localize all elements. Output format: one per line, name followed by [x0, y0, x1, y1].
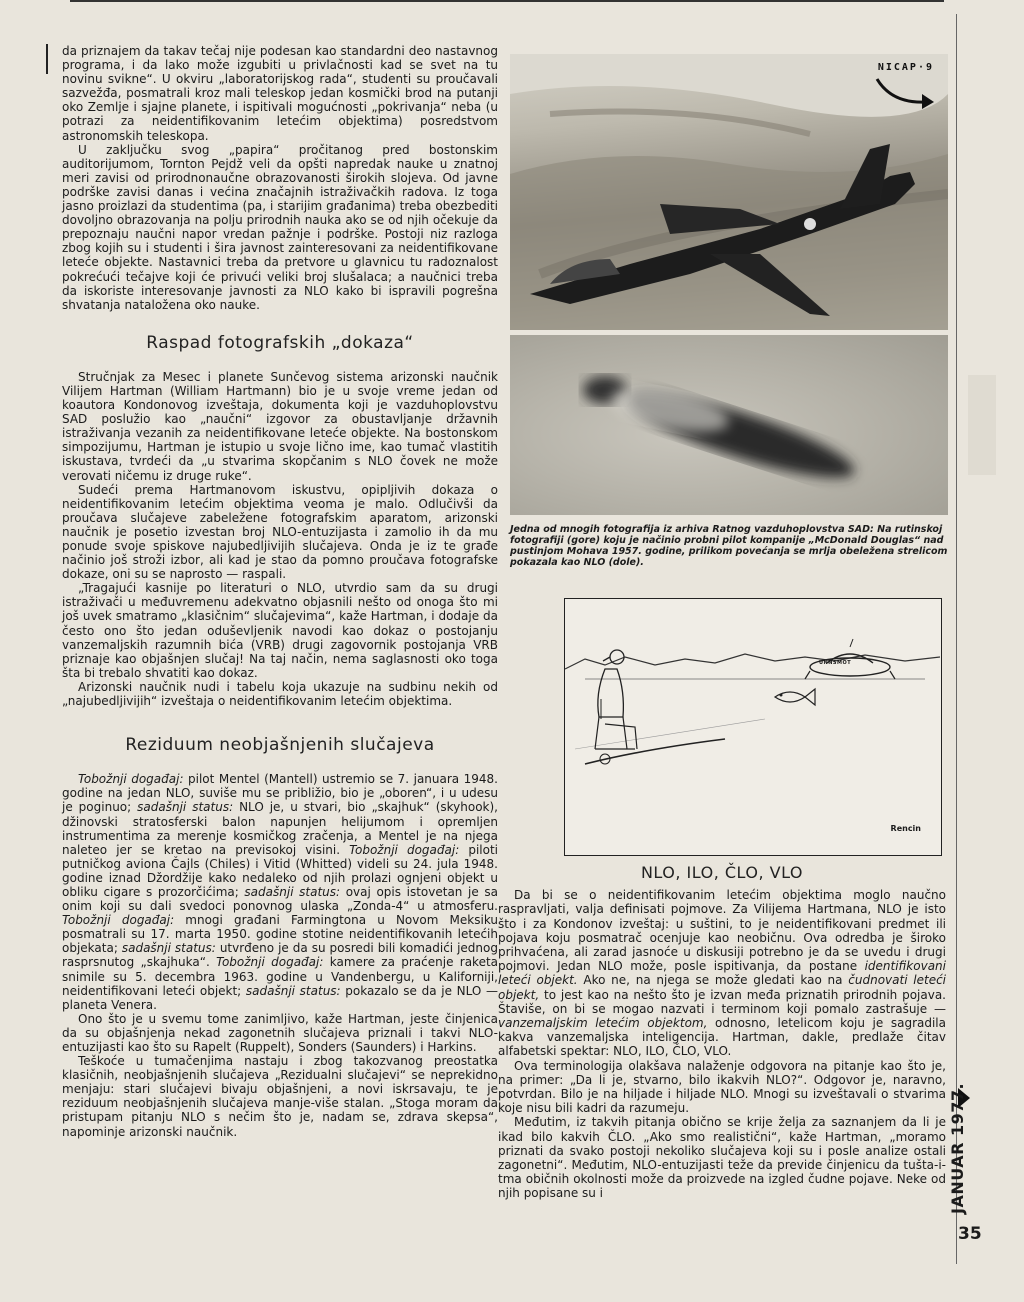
case-text: mnogi građani Farmingtona u Novom Meksiku posmatrali su 17. marta 1950. godine stotine neidentifikovanih letećih objekata;	[62, 913, 499, 956]
jet-photo	[510, 54, 948, 330]
term-emphasis: identifikovani leteći objekt.	[498, 959, 946, 988]
term-emphasis: vanzemaljskim letećim objektom,	[498, 1016, 708, 1031]
cartoon-drawing	[565, 599, 940, 854]
photo-caption: Jedna od mnogih fotografija iz arhiva Ratnog vazduhoplovstva SAD: Na rutinskoj fotografiji (gore) koju je načinio probni pilot kompanije „McDonald Douglas“ nad pustinjom Mohava 1957. godine, prilikom povećanja se mrlja obeležena strelicom pokazala kao NLO (dole).	[510, 524, 948, 568]
body-paragraph: Ova terminologija olakšava nalaženje odgovora na pitanje kao što je, na primer: „Da li je, stvarno, bilo ikakvih NLO?“. Odgovor je, naravno, potvrdan. Bilo je na hiljade i hiljade NLO. Mnogi su izveštavali o stvarima koje nisu bili kadri da razumeju.	[498, 1058, 946, 1116]
cartoon-illustration	[564, 598, 942, 856]
body-paragraph: „Tragajući kasnije po literaturi o NLO, utvrdio sam da su drugi istraživači u međuvremenu adekvatno objasnili nešto od onoga što mi još uvek smatramo „klasičnim“ slučajevima“, kaže Hartman, i dodaje da često ono što jedan oduševljenik navodi kao dokaz o postojanju vanzemaljskih razumnih bića (VRB) drugi zagovornik postojanja VRB priznaje kao objašnjen slučaj! Na taj način, nema saglasnosti oko toga šta bi trebalo shvatiti kao dokaz.	[62, 581, 498, 680]
intro-paragraph: da priznajem da takav tečaj nije podesan kao standardni deo nastavnog programa, i da lako može izgubiti u privlačnosti kad se svet na tu novinu svikne“. U okviru „laboratorijskog rada“, studenti su proučavali sazvežđa, posmatrali kroz mali teleskop jedan kosmički brod na putanji oko Zemlje i sjajne planete, i ispitivali mogućnosti „pokrivanja“ neba (u potrazi za neidentifikovanim letećim objektima) posredstvom astronomskih teleskopa.	[62, 44, 498, 143]
status-label: sadašnji status:	[244, 884, 341, 899]
right-column	[498, 863, 947, 1201]
arrow-marker-icon	[872, 74, 942, 114]
case-label: Tobožnji događaj:	[78, 772, 184, 787]
section-heading-residuum: Reziduum neobjašnjenih slučajeva	[125, 735, 435, 756]
text-run: odnosno, letelicom koju je sagradila kakva vanzemaljska inteligencija. Hartman, dakle, predlaže čitav alfabetski spektar: NLO, ILO, ČLO, VLO.	[498, 1016, 946, 1059]
photo-archive-label: NICAP·9	[877, 62, 934, 73]
case-label: Tobožnji događaj:	[349, 842, 460, 857]
case-text: pilot Mentel (Mantell) ustremio se 7. januara 1948. godine na jedan NLO, suviše mu se približio, bio je „oboren“, i u udesu je poginuo;	[62, 772, 498, 815]
body-paragraph: Stručnjak za Mesec i planete Sunčevog sistema arizonski naučnik Vilijem Hartman (William Hartmann) bio je u svoje vreme jedan od koautora Kondonovog izveštaja, dokumenta koji je vazduhoplovstvu SAD poslužio kao „naučni“ izgovor za obustavljanje državnih istraživanja vezanih za neidentifikovane leteće objekte. Na bostonskom simpozijumu, Hartman je istupio u svoje lično ime, kao tumač vlastitih iskustava, tvrdeći da „u stvarima skopčanim s NLO čovek ne može verovati ničemu iz druge ruke“.	[62, 369, 498, 483]
body-paragraph: Ono što je u svemu tome zanimljivo, kaže Hartman, jeste činjenica da su objašnjenja nekad zagonetnih slučajeva priznali i takvi NLO-entuzijasti kao što su Rapelt (Ruppelt), Sonders (Saunders) i Harkins.	[62, 1011, 498, 1054]
right-margin-rule	[956, 14, 957, 1264]
status-text: pokazalo se da je NLO — planeta Venera.	[62, 983, 498, 1012]
ufo-blur-drawing	[510, 335, 948, 515]
case-label: Tobožnji događaj:	[216, 955, 324, 970]
text-run: Ako ne, na njega se može gledati kao na	[577, 973, 849, 988]
top-rule	[70, 0, 944, 2]
status-label: sadašnji status:	[137, 800, 234, 815]
text-run: to jest kao na nešto što je izvan međa priznatih prirodnih pojava. Štaviše, on bi se mogao nazvati i terminom koji pomalo zastrašuje —	[498, 987, 946, 1016]
left-margin-rule	[46, 44, 48, 74]
status-text: utvrđeno je da su posredi bili komadići jednog rasprsnutog „skajhuka“.	[62, 941, 498, 970]
body-paragraph: Međutim, iz takvih pitanja obično se krije želja za saznanjem da li je ikad bilo kakvih ČLO. „Ako smo realistični“, kaže Hartman, „moramo priznati da svako postoji nekoliko slučajeva koji su i posle analize ostali zagonetni“. Međutim, NLO-entuzijasti teže da previde činjenicu da tušta-i-tma običnih okolnosti može da proizvede na izgled čudne pojave. Neke od njih popisane su i	[498, 1115, 946, 1201]
issue-date: JANUAR 1977.	[948, 1082, 967, 1214]
body-paragraph: Teškoće u tumačenjima nastaju i zbog takozvanog preostatka klasičnih, neobjašnjenih slučajeva „Rezidualni slučajevi“ se neprekidno menjaju: stari slučajevi bivaju objašnjeni, a novi iskrsavaju, te je reziduum neobjašnjenih slučajeva manje-više stalan. „Stoga moram da pristupam pitanju NLO s nečim što je, nadam se, zdrava skepsa“, napominje arizonski naučnik.	[62, 1054, 498, 1139]
text-run: Da bi se o neidentifikovanim letećim objektima moglo naučno raspravljati, valja definisati pojmove. Za Vilijema Hartmana, NLO je isto što i za Kondonov izveštaj: u suštini, to je neidentifikovani predmet ili pojava koju posmatrač ocenjuje kao neobičnu. Ova odredba je široko prihvaćena, ali zarad jasnoće u diskusiji potrebno je da se uvedu i drugi pojmovi. Jedan NLO može, posle ispitivanja, da postane	[498, 888, 946, 974]
term-emphasis: čudnovati leteći objekt,	[498, 973, 947, 1002]
ufo-enlargement-photo	[510, 335, 948, 515]
status-text: NLO je, u stvari, bio „skajhuk“ (skyhook), džinovski stratosferski balon napunjen helijumom i opremljen instrumentima za merenje kosmičkog zračenja, a Mentel je na njega naleteo jer se kretao na previsokoj visini.	[62, 800, 498, 857]
status-text: ovaj opis istovetan je sa onim koji su dali svedoci ponovnog ulaska „Zonda-4“ u atmosferu.	[62, 884, 498, 914]
intro-paragraph: U zaključku svog „papira“ pročitanog pred bostonskim auditorijumom, Tornton Pejdž veli da opšti napredak nauke u znatnoj meri zavisi od prirodnonaučne obrazovanosti širokih slojeva. Od javne podrške zavisi danas i većina značajnih istraživačkih radova. Iz toga jasno proizlazi da studentima (pa, i starijim građanima) treba obezbediti dovoljno obrazovanja na polju prirodnih nauka ako se od njih očekuje da prepoznaju naučni napor vredan pažnje i podrške. Postoji niz razloga zbog kojih su i studenti i šira javnost zainteresovani za neidentifikovane leteće objekte. Nastavnici treba da pretvore u glavnicu tu radoznalost pokrećući tečajve koji će privući veliki broj slušalaca; a naučnici treba da iskoriste interesovanje javnosti za NLO kako bi ispravili pogrešna shvatanja nataložena oko nauke.	[62, 142, 498, 312]
case-text: piloti putničkog aviona Čajls (Chiles) i Vitid (Whitted) videli su 24. jula 1948. godine iznad Džordžije kako nedaleko od njih prolazi ognjeni objekt u obliku cigare s prozorčićima;	[62, 842, 499, 899]
body-paragraph	[498, 888, 946, 1058]
section-heading-terminology: NLO, ILO, ČLO, VLO	[640, 863, 804, 882]
status-label: sadašnji status:	[121, 941, 216, 956]
case-text: kamere za praćenje raketa snimile su 5. decembra 1963. godine u Vandenbergu, u Kaliforniji, neidentifikovani leteći objekt;	[62, 955, 499, 998]
body-paragraph: Sudeći prema Hartmanovom iskustvu, opipljivih dokaza o neidentifikovanim letećim objektima veoma je malo. Odlučivši da proučava slučajeve zabeležene fotografskim aparatom, arizonski naučnik je posetio izvestan broj NLO-entuzijasta i zamolio ih da mu ponude svoje spiskove najubedljivijih slučajeva. Onda je iz te građe načinio još stroži izbor, ali kad je stao da pomno proučava fotografske dokaze, oni su se naprosto — raspali.	[62, 482, 498, 582]
cartoon-signature: Rencin	[890, 824, 921, 833]
case-label: Tobožnji događaj:	[62, 913, 175, 928]
body-paragraph: Arizonski naučnik nudi i tabelu koja ukazuje na sudbinu nekih od „najubedljivijih“ izveštaja o neidentifikovanim letećim objektima.	[62, 679, 498, 709]
case-list-paragraph	[62, 772, 498, 1012]
status-label: sadašnji status:	[245, 983, 341, 998]
page-number: 35	[958, 1224, 982, 1244]
left-column	[62, 44, 498, 1139]
margin-faded-mark	[960, 370, 1006, 480]
cartoon-ufo-text: UNNSMOT	[819, 660, 852, 666]
section-heading-photographic-evidence: Raspad fotografskih „dokaza“	[146, 332, 414, 353]
